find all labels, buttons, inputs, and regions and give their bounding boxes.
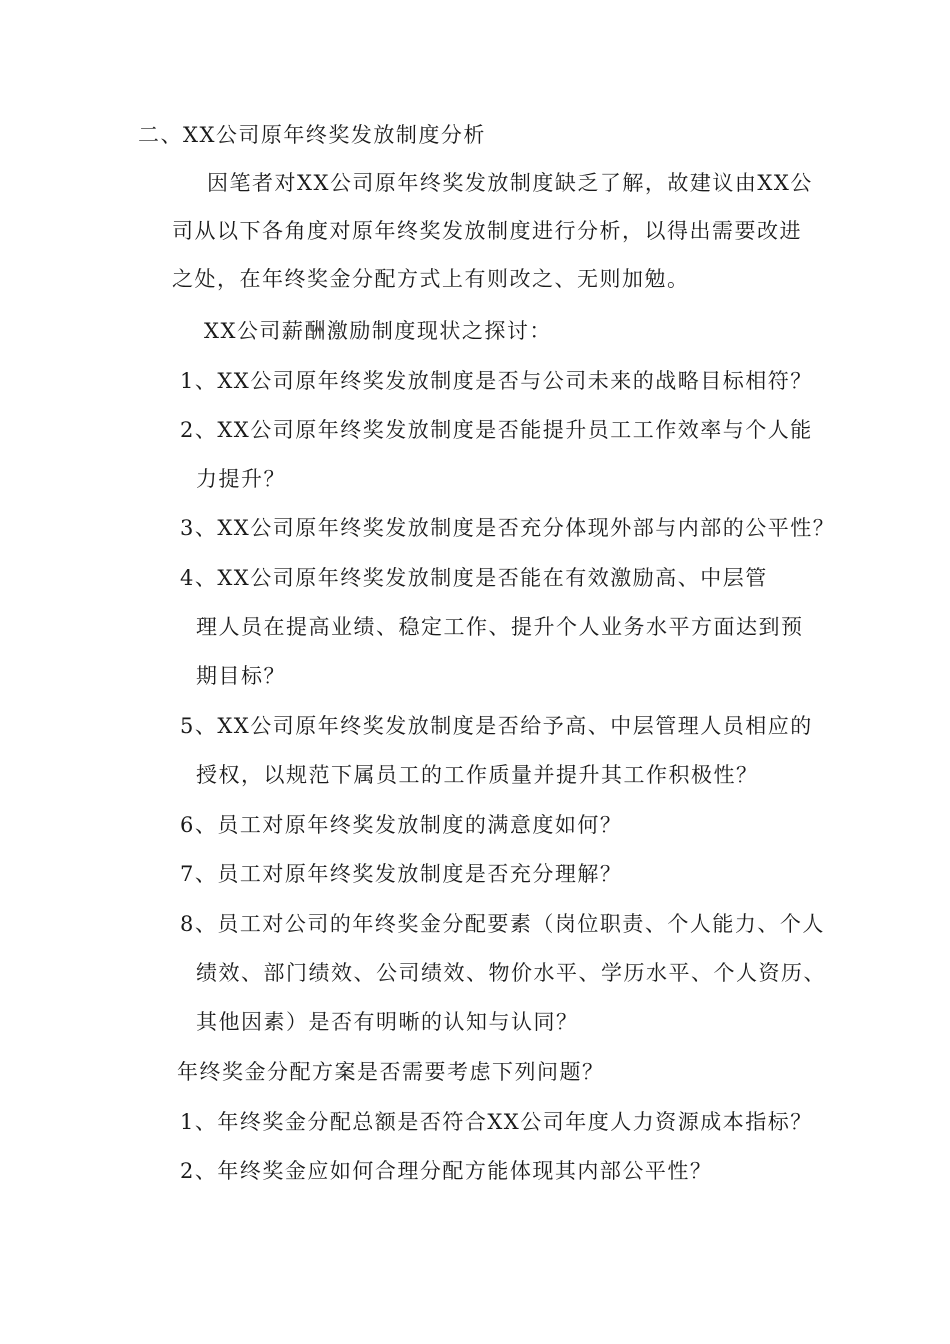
question-5-line-1: 5、XX公司原年终奖发放制度是否给予高、中层管理人员相应的	[180, 714, 813, 738]
question-4-line-3: 期目标？	[196, 664, 286, 688]
intro-line-2: 司从以下各角度对原年终奖发放制度进行分析，以得出需要改进	[172, 219, 802, 243]
question-3: 3、XX公司原年终奖发放制度是否充分体现外部与内部的公平性？	[180, 516, 836, 540]
bonus-question-2: 2、年终奖金应如何合理分配方能体现其内部公平性？	[180, 1159, 713, 1183]
section-heading: 二、XX公司原年终奖发放制度分析	[138, 123, 486, 147]
question-8-line-2: 绩效、部门绩效、公司绩效、物价水平、学历水平、个人资历、	[196, 961, 826, 985]
question-4-line-1: 4、XX公司原年终奖发放制度是否能在有效激励高、中层管	[180, 566, 768, 590]
subheading-bonus-plan: 年终奖金分配方案是否需要考虑下列问题？	[177, 1060, 605, 1084]
question-5-line-2: 授权，以规范下属员工的工作质量并提升其工作积极性？	[196, 763, 759, 787]
question-4-line-2: 理人员在提高业绩、稳定工作、提升个人业务水平方面达到预	[196, 615, 804, 639]
question-1: 1、XX公司原年终奖发放制度是否与公司未来的战略目标相符？	[180, 369, 813, 393]
question-6: 6、员工对原年终奖发放制度的满意度如何？	[180, 813, 623, 837]
subheading-current-status: XX公司薪酬激励制度现状之探讨：	[204, 319, 552, 343]
question-2-line-2: 力提升？	[196, 467, 286, 491]
question-8-line-1: 8、员工对公司的年终奖金分配要素（岗位职责、个人能力、个人	[180, 912, 825, 936]
question-7: 7、员工对原年终奖发放制度是否充分理解？	[180, 862, 623, 886]
bonus-question-1: 1、年终奖金分配总额是否符合XX公司年度人力资源成本指标？	[180, 1110, 813, 1134]
intro-line-1: 因笔者对XX公司原年终奖发放制度缺乏了解，故建议由XX公	[207, 171, 813, 195]
question-2-line-1: 2、XX公司原年终奖发放制度是否能提升员工工作效率与个人能	[180, 418, 813, 442]
question-8-line-3: 其他因素）是否有明晰的认知与认同？	[196, 1010, 579, 1034]
intro-line-3: 之处，在年终奖金分配方式上有则改之、无则加勉。	[172, 267, 690, 291]
